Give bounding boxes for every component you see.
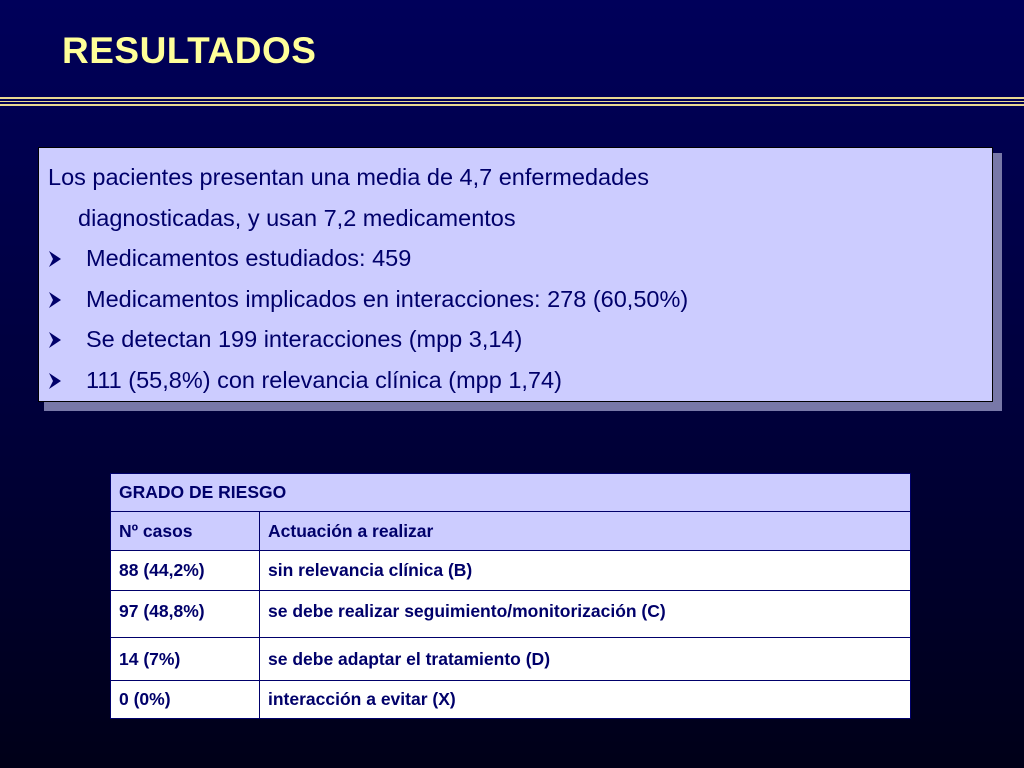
table-row (111, 591, 911, 638)
action-cell: sin relevancia clínica (B) (260, 551, 911, 591)
cases-cell: 97 (48,8%) (111, 591, 260, 638)
bullet-text: Se detectan 199 interacciones (mpp 3,14) (86, 326, 523, 352)
bullet-item (48, 360, 992, 401)
title-divider (0, 97, 1024, 106)
slide-title: RESULTADOS (62, 30, 317, 71)
arrowhead-bullet-icon (48, 238, 86, 279)
action-cell: interacción a evitar (X) (260, 681, 911, 719)
table-row (111, 551, 911, 591)
action-cell: se debe realizar seguimiento/monitorización (C) (260, 591, 911, 638)
risk-grade-table (110, 473, 911, 719)
column-header-cases: Nº casos (111, 512, 260, 551)
table-row (111, 681, 911, 719)
summary-intro-line2: diagnosticadas, y usan 7,2 medicamentos (78, 204, 516, 231)
summary-box (38, 147, 993, 402)
cases-cell: 88 (44,2%) (111, 551, 260, 591)
summary-intro-line1: Los pacientes presentan una media de 4,7 enfermedades (48, 164, 649, 190)
bullet-item (48, 279, 992, 320)
column-header-action: Actuación a realizar (260, 512, 911, 551)
bullet-item (48, 319, 992, 360)
bullet-item (48, 238, 992, 279)
action-cell: se debe adaptar el tratamiento (D) (260, 638, 911, 681)
table-header-row (111, 512, 911, 551)
cases-cell: 14 (7%) (111, 638, 260, 681)
arrowhead-bullet-icon (48, 319, 86, 360)
cases-cell: 0 (0%) (111, 681, 260, 719)
bullet-text: 111 (55,8%) con relevancia clínica (mpp 1,74) (86, 366, 562, 393)
arrowhead-bullet-icon (48, 279, 86, 320)
table-title-row (111, 474, 911, 512)
bullet-text: Medicamentos implicados en interacciones: 278 (60,50%) (86, 285, 689, 312)
arrowhead-bullet-icon (48, 360, 86, 401)
bullet-text: Medicamentos estudiados: 459 (86, 245, 412, 271)
table-title: GRADO DE RIESGO (111, 474, 911, 512)
table-row (111, 638, 911, 681)
